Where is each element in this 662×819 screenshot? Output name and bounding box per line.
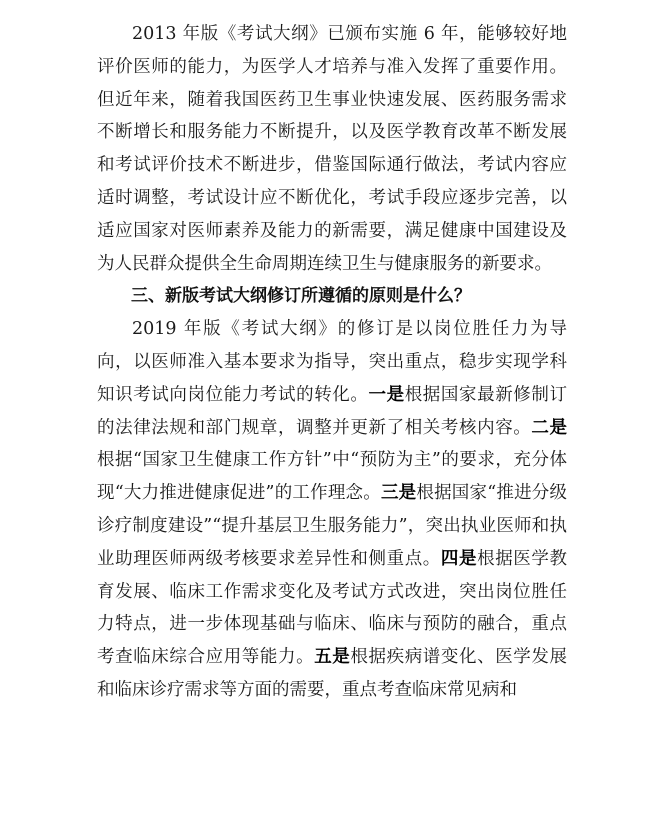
point-3-text: 根据国家“推进分级诊疗制度建设”“提升基层卫生服务能力”，突出执业医师和执业助理医师两级考核要求差异性和侧重点。 [97, 483, 567, 569]
point-2-lead: 二是 [531, 417, 568, 438]
point-1-text: 根据国家最新修制订的法律法规和部门规章，调整并更新了相关考核内容。 [97, 384, 568, 438]
point-4-text: 根据医学教育发展、临床工作需求变化及考试方式改进，突出岗位胜任力特点，进一步体现基础与临床、临床与预防的融合，重点考查临床综合应用等能力。 [97, 548, 568, 668]
document-body [97, 18, 567, 707]
principles-intro: 2019 年版《考试大纲》的修订是以岗位胜任力为导向，以医师准入基本要求为指导，突出重点，稳步实现学科知识考试向岗位能力考试的转化。 [97, 319, 567, 405]
paragraph-principles [97, 313, 567, 707]
point-1-lead: 一是 [368, 384, 405, 405]
point-3-lead: 三是 [380, 483, 417, 504]
point-5-text: 根据疾病谱变化、医学发展和临床诊疗需求等方面的需要，重点考查临床常见病和 [97, 647, 568, 700]
point-4-lead: 四是 [440, 548, 478, 569]
point-2-text: 根据“国家卫生健康工作方针”中“预防为主”的要求，充分体现“大力推进健康促进”的工作理念。 [97, 450, 567, 504]
paragraph-background: 2013 年版《考试大纲》已颁布实施 6 年，能够较好地评价医师的能力，为医学人才培养与准入发挥了重要作用。但近年来，随着我国医药卫生事业快速发展、医药服务需求不断增长和服务能力不断提升，以及医学教育改革不断发展和考试评价技术不断进步，借鉴国际通行做法，考试内容应适时调整，考试设计应不断优化，考试手段应逐步完善，以适应国家对医师素养及能力的新需要，满足健康中国建设及为人民群众提供全生命周期连续卫生与健康服务的新要求。 [97, 24, 567, 274]
point-5-lead: 五是 [314, 647, 351, 668]
section-heading: 三、新版考试大纲修订所遵循的原则是什么？ [131, 286, 471, 307]
